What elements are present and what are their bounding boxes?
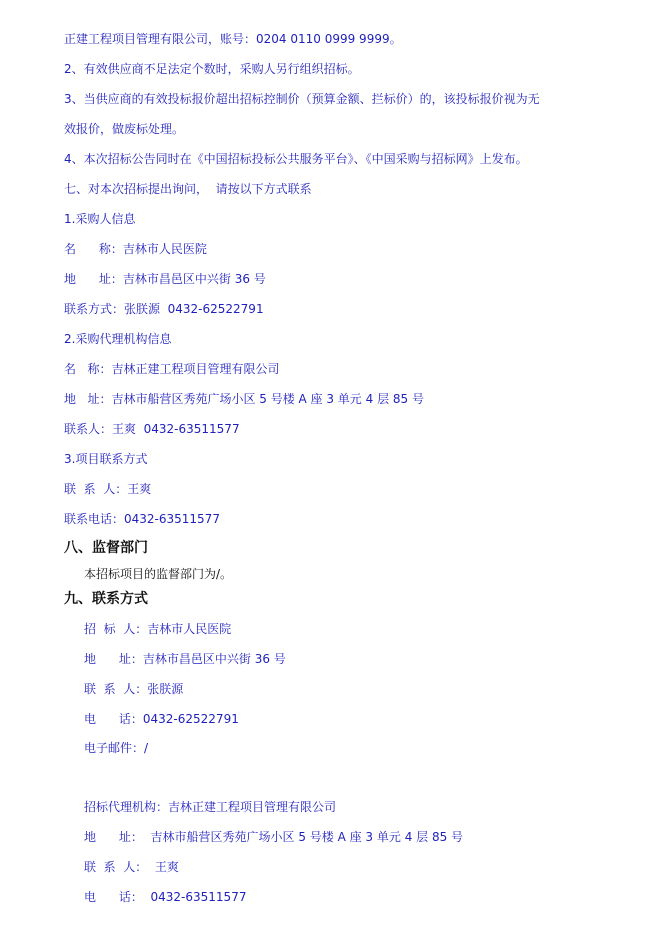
- agency-info-title: 2.采购代理机构信息: [64, 332, 172, 346]
- section-7-title: 七、对本次招标提出询问， 请按以下方式联系: [64, 182, 312, 196]
- tenderer-email: 电子邮件：/: [84, 741, 149, 755]
- bank-account-line: 正建工程项目管理有限公司，账号：0204 0110 0999 9999。: [64, 32, 402, 46]
- purchaser-address: 地 址：吉林市昌邑区中兴街 36 号: [64, 272, 266, 286]
- tenderer-phone: 电 话：0432-62522791: [84, 712, 239, 726]
- agency-block-address: 地 址： 吉林市船营区秀苑广场小区 5 号楼 A 座 3 单元 4 层 85 号: [84, 830, 464, 844]
- agency-block-name: 招标代理机构：吉林正建工程项目管理有限公司: [84, 800, 337, 814]
- agency-address: 地 址：吉林市船营区秀苑广场小区 5 号楼 A 座 3 单元 4 层 85 号: [64, 392, 424, 406]
- purchaser-contact: 联系方式：张朕源 0432-62522791: [64, 302, 264, 316]
- purchaser-name: 名 称：吉林市人民医院: [64, 242, 207, 256]
- project-contact-title: 3.项目联系方式: [64, 452, 148, 466]
- tenderer-contact: 联 系 人：张朕源: [84, 682, 184, 696]
- tenderer-name: 招 标 人：吉林市人民医院: [84, 622, 232, 636]
- supervision-text: 本招标项目的监督部门为/。: [84, 567, 233, 581]
- clause-4: 4、本次招标公告同时在《中国招标投标公共服务平台》、《中国采购与招标网》上发布。: [64, 152, 528, 166]
- section-8-heading: 八、监督部门: [64, 540, 148, 556]
- clause-2: 2、有效供应商不足法定个数时，采购人另行组织招标。: [64, 62, 360, 76]
- section-9-heading: 九、联系方式: [64, 591, 148, 607]
- clause-3-continued: 效报价，做废标处理。: [64, 122, 185, 136]
- agency-block-phone: 电 话： 0432-63511577: [84, 890, 247, 904]
- agency-name: 名 称：吉林正建工程项目管理有限公司: [64, 362, 280, 376]
- clause-3: 3、当供应商的有效投标报价超出招标控制价（预算金额、拦标价）的，该投标报价视为无: [64, 92, 540, 106]
- purchaser-info-title: 1.采购人信息: [64, 212, 136, 226]
- tenderer-address: 地 址：吉林市昌邑区中兴街 36 号: [84, 652, 286, 666]
- project-contact-person: 联 系 人：王爽: [64, 482, 152, 496]
- project-contact-phone: 联系电话：0432-63511577: [64, 512, 220, 526]
- agency-block-contact: 联 系 人： 王爽: [84, 860, 179, 874]
- agency-contact: 联系人：王爽 0432-63511577: [64, 422, 240, 436]
